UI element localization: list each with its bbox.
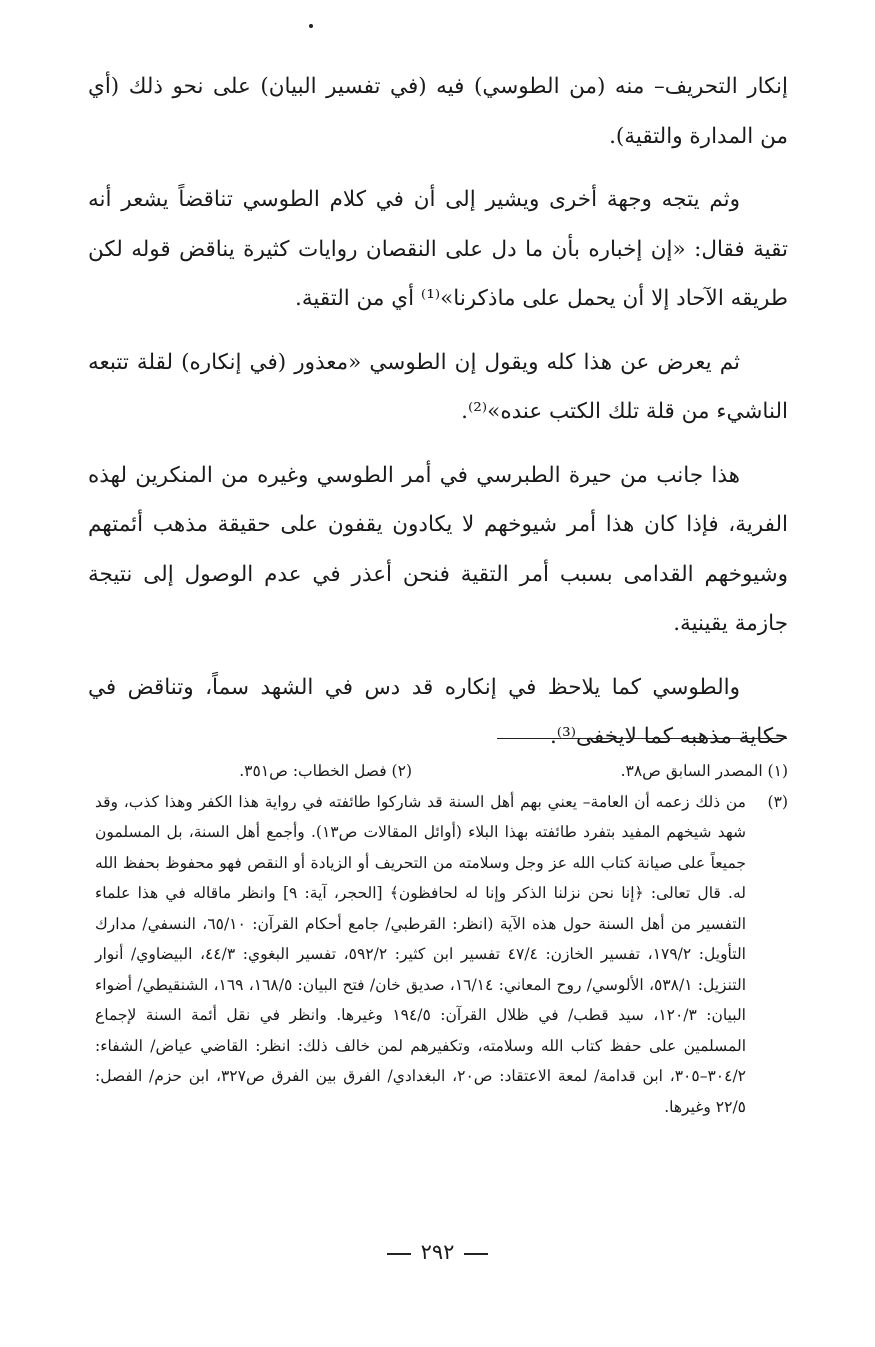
dash-left [387, 1253, 411, 1255]
footnote-divider [497, 738, 787, 739]
dash-right [464, 1253, 488, 1255]
footnote-1: (١) المصدر السابق ص٣٨. [620, 762, 788, 780]
paragraph-3: ثم يعرض عن هذا كله ويقول إن الطوسي «معذور (في إنكاره) لقلة تتبعه الناشيء من قلة تلك الكتب عنده»⁽²⁾. [88, 349, 788, 424]
footnotes [95, 756, 788, 1122]
footnote-3-text: من ذلك زعمه أن العامة– يعني بهم أهل السنة قد شاركوا طائفته في رواية هذا الكفر وهذا كذب، وقد شهد شيخهم المفيد بتفرد طائفته بهذا البلاء (أوائل المقالات ص١٣). وأجمع أهل السنة، بل المسلمون جميعاً على صيانة كتاب الله عز وجل وسلامته من التحريف أو الزيادة أو النقص فهو محفوظ بحفظ الله له. قال تعالى: ﴿إنا نحن نزلنا الذكر وإنا له لحافظون﴾ [الحجر، آية: ٩] وانظر ماقاله في هذا علماء التفسير من أهل السنة حول هذه الآية (انظر: القرطبي/ جامع أحكام القرآن: ٦٥/١٠، النسفي/ مدارك التأويل: ١٧٩/٢، تفسير الخازن: ٤٧/٤ تفسير ابن كثير: ٥٩٢/٢، تفسير البغوي: ٤٤/٣، البيضاوي/ أنوار التنزيل: ٥٣٨/١، الألوسي/ روح المعاني: ١٦/١٤، صديق خان/ فتح البيان: ١٦٨/٥، ١٦٩، الشنقيطي/ أضواء البيان: ١٢٠/٣، سيد قطب/ في ظلال القرآن: ١٩٤/٥ وغيرها. وانظر في نقل أئمة السنة لإجماع المسلمين على حفظ كتاب الله وسلامته، وتكفيرهم لمن خالف ذلك: انظر: القاضي عياض/ الشفاء: ٣٠٤/٢–٣٠٥، ابن قدامة/ لمعة الاعتقاد: ص٢٠، البغدادي/ الفرق بين الفرق ص٣٢٧، ابن حزم/ الفصل: ٢٢/٥ وغيرها. [95, 792, 747, 1116]
paragraph-1: إنكار التحريف– منه (من الطوسي) فيه (في تفسير البيان) على نحو ذلك (أي من المدارة والتقية). [88, 74, 788, 149]
main-text [88, 62, 788, 776]
footnote-3-number: (٣) [767, 792, 788, 811]
footnote-3 [95, 787, 788, 1123]
paragraph-2: وثم يتجه وجهة أخرى ويشير إلى أن في كلام الطوسي تناقضاً يشعر أنه تقية فقال: «إن إخباره بأن ما دل على النقصان روايات كثيرة يناقض قوله لكن طريقه الآحاد إلا أن يحمل على ماذكرنا»⁽¹⁾ أي من التقية. [88, 187, 788, 311]
footnote-row-1-2 [95, 756, 788, 787]
footnote-2: (٢) فصل الخطاب: ص٣٥١. [239, 762, 412, 780]
paragraph-4: هذا جانب من حيرة الطبرسي في أمر الطوسي وغيره من المنكرين لهذه الفرية، فإذا كان هذا أمر شيوخهم لا يكادون يقفون على حقيقة مذهب أئمتهم وشيوخهم القدامى بسبب أمر التقية فنحن أعذر في عدم الوصول إلى نتيجة جازمة يقينية. [88, 462, 788, 636]
paragraph-5: والطوسي كما يلاحظ في إنكاره قد دس في الشهد سماً، وتناقض في حكاية مذهبه كما لايخفى⁽³⁾. [88, 674, 788, 749]
page-number: ٢٩٢ [420, 1240, 455, 1264]
speck-mark [309, 24, 313, 28]
page-number-line [0, 1240, 875, 1264]
